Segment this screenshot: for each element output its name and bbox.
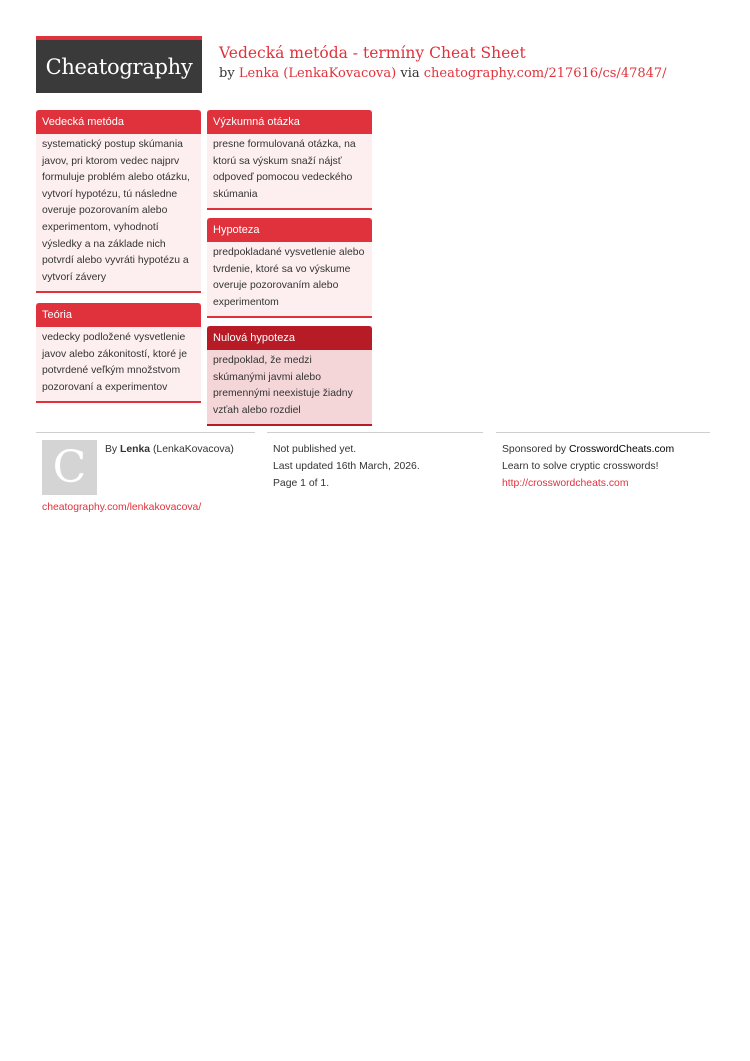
avatar-letter: C (52, 442, 87, 493)
body-line: predpokladané vysvetlenie alebo (213, 247, 365, 258)
body-line: predpoklad, že medzi (213, 355, 312, 366)
section-hypoteza (207, 218, 372, 318)
page-current: 1 (300, 478, 306, 489)
cheatography-logo[interactable] (36, 36, 202, 93)
section-title: Vedecká metóda (36, 110, 201, 134)
sponsor-line (502, 444, 674, 455)
last-updated: Last updated 16th March, 2026. (273, 461, 420, 472)
section-title: Hypoteza (207, 218, 372, 242)
body-line: presne formulovaná otázka, na (213, 139, 356, 150)
section-vedecka-metoda (36, 110, 201, 293)
body-line: skúmania (213, 188, 258, 200)
footer-divider (36, 432, 255, 433)
section-body (207, 350, 372, 424)
section-body (207, 134, 372, 208)
avatar[interactable] (42, 440, 97, 495)
section-title: Nulová hypoteza (207, 326, 372, 350)
author-link[interactable]: Lenka (LenkaKovacova) (238, 66, 397, 81)
footer-divider (267, 432, 483, 433)
body-line: vytvorí závery (42, 271, 107, 283)
footer-divider (496, 432, 710, 433)
sponsor-name[interactable]: CrosswordCheats.com (569, 444, 675, 455)
sponsor-tagline: Learn to solve cryptic crosswords! (502, 461, 659, 472)
page-number (273, 478, 329, 489)
section-nulova-hypoteza (207, 326, 372, 426)
section-body (207, 242, 372, 316)
section-body (36, 134, 201, 291)
body-line: javov alebo zákonitostí, ktoré je (42, 348, 187, 360)
logo-text: Cheatography (45, 54, 193, 79)
body-line: potvrdí alebo vyvráti hypotézu a (42, 255, 189, 267)
publish-status: Not published yet. (273, 444, 357, 455)
byline-by: by (219, 66, 235, 81)
page-of: of (308, 478, 318, 489)
footer-by: By (105, 444, 118, 455)
body-line: skúmanými javmi alebo (213, 371, 321, 383)
section-teoria (36, 303, 201, 403)
footer-author-name[interactable]: Lenka (120, 444, 151, 455)
page-suffix: . (326, 478, 330, 489)
section-vyzkumna-otazka (207, 110, 372, 210)
body-line: overuje pozorovaním alebo (213, 280, 339, 292)
page-title: Vedecká metóda - termíny Cheat Sheet (219, 44, 526, 62)
body-line: javov, pri ktorom vedec najprv (42, 155, 180, 167)
body-line: ktorú sa výskum snaží nájsť (213, 155, 342, 167)
page-prefix: Page (273, 478, 298, 489)
body-line: systematický postup skúmania (42, 139, 183, 150)
body-line: odpoveď pomocou vedeckého (213, 172, 353, 184)
section-title: Výzkumná otázka (207, 110, 372, 134)
body-line: potvrdené veľkým množstvom (42, 365, 181, 377)
body-line: overuje pozorovaním alebo (42, 205, 168, 217)
body-line: experimentom, vyhodnotí (42, 221, 159, 233)
profile-link[interactable]: cheatography.com/lenkakovacova/ (42, 502, 202, 513)
footer-author-handle: (LenkaKovacova) (152, 444, 234, 455)
section-title: Teória (36, 303, 201, 327)
footer-author (105, 444, 234, 455)
body-line: premennými neexistuje žiadny (213, 388, 353, 400)
body-line: vedecky podložené vysvetlenie (42, 332, 186, 343)
byline-via: via (400, 66, 420, 81)
body-line: výsledky a na základe nich (42, 238, 166, 250)
byline (219, 66, 667, 81)
sheet-url-link[interactable]: cheatography.com/217616/cs/47847/ (423, 66, 667, 81)
body-line: pozorovaní a experimentov (42, 381, 168, 393)
body-line: vzťah alebo rozdiel (213, 404, 301, 416)
body-line: experimentom (213, 296, 279, 308)
body-line: formuluje problém alebo otázku, (42, 172, 190, 184)
sponsor-link[interactable]: http://crosswordcheats.com (502, 478, 629, 489)
sponsored-by: Sponsored by (502, 444, 567, 455)
body-line: vytvorí hypotézu, tú následne (42, 188, 178, 200)
page-total: 1 (320, 478, 327, 489)
body-line: tvrdenie, ktoré sa vo výskume (213, 263, 351, 275)
section-body (36, 327, 201, 401)
